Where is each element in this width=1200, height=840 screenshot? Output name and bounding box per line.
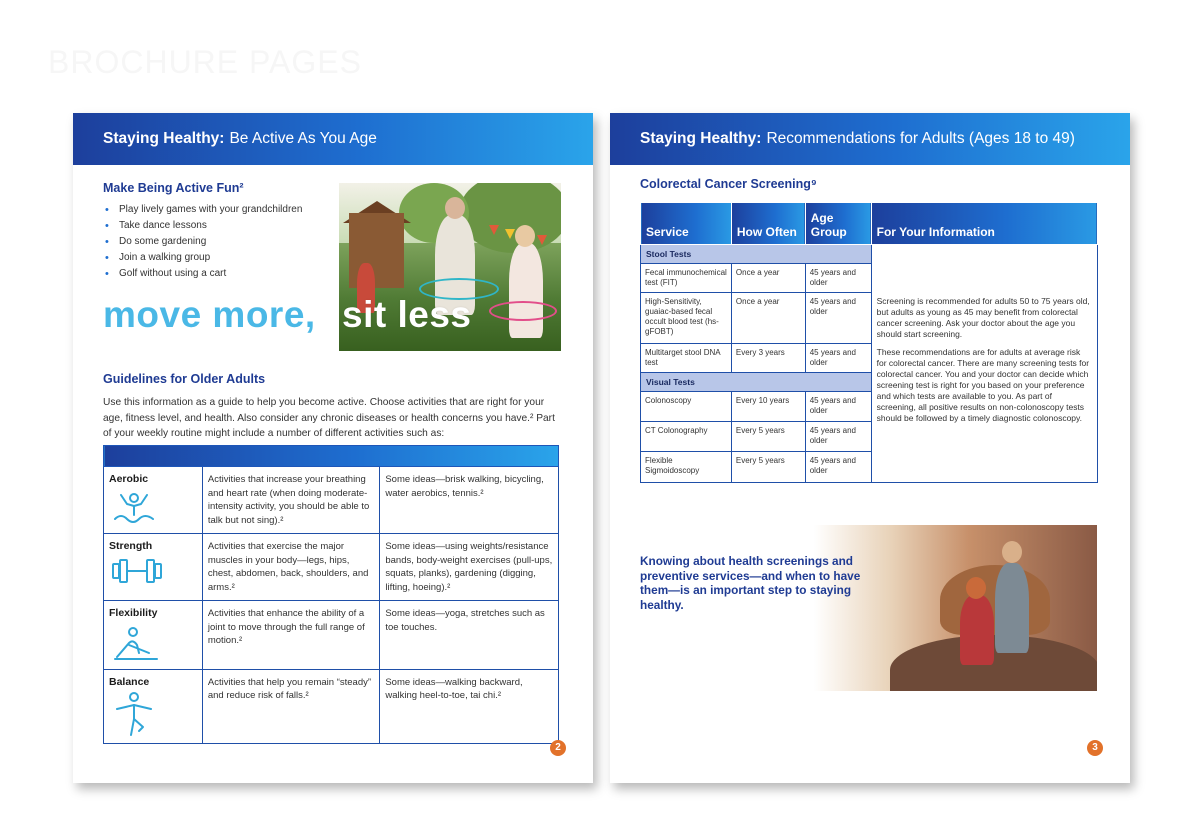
service-cell: Colonoscopy [641,392,732,422]
age-cell: 45 years and older [805,422,871,452]
info-cell [871,245,1097,483]
guidelines-text: Use this information as a guide to help you become active. Choose activities that are right for your age, fitness level, and health. Also consider any chronic diseases or health concerns you have.² Part of your weekly routine might include a number of different activities such as: [103,397,555,439]
activity-ideas: Some ideas—yoga, stretches such as toe touches. [380,601,559,670]
watermark-text: BROCHURE PAGES [48,44,362,80]
list-item: • Join a walking group [103,250,302,266]
column-header: How Often [731,203,805,245]
often-cell: Every 5 years [731,452,805,483]
service-cell: CT Colonography [641,422,732,452]
fun-section-title: Make Being Active Fun² [103,181,244,195]
balancing-person-icon [109,691,159,737]
slogan-sit-less: sit less [342,294,472,335]
activity-ideas: Some ideas—brisk walking, bicycling, water aerobics, tennis.² [380,467,559,534]
table-row [104,669,559,744]
activity-description: Activities that exercise the major muscles in your body—legs, hips, chest, abdomen, back, shoulders, and arms.² [202,534,379,601]
activity-ideas: Some ideas—using weights/resistance bands, body-weight exercises (pull-ups, squats, planks), gardening (digging, lifting, hoeing).² [380,534,559,601]
info-paragraph: Screening is recommended for adults 50 to 75 years old, but adults as young as 45 may benefit from colorectal cancer screening. Ask your doctor about the age you should start screening. [876,296,1090,339]
table-group-row [641,245,1098,264]
page-header [610,113,1130,165]
service-cell: Flexible Sigmoidoscopy [641,452,732,483]
table-header-row [641,203,1098,245]
page-header [73,113,593,165]
stretching-person-icon [109,623,165,663]
list-item: • Golf without using a cart [103,266,302,282]
activity-name: Strength [109,540,153,552]
group-label: Stool Tests [641,245,872,264]
couple-photo-banner [640,525,1097,691]
info-paragraph: These recommendations are for adults at average risk for colorectal cancer. There are many screening tests for colorectal cancer. You and your doctor can decide which screening test is right for you based on your preference and which tests are available to you. As part of screening, all positive results on non-colonoscopy tests should be followed by a timely diagnostic colonoscopy. [876,347,1090,423]
activity-name: Flexibility [109,607,158,619]
service-cell: Fecal immunochemical test (FIT) [641,264,732,293]
dumbbell-icon [109,556,165,586]
activity-description: Activities that help you remain “steady” and reduce risk of falls.² [202,669,379,744]
age-cell: 45 years and older [805,264,871,293]
activity-ideas: Some ideas—walking backward, walking heel-to-toe, tai chi.² [380,669,559,744]
slogan [103,294,316,336]
aerobic-person-icon [109,489,159,527]
table-row [104,534,559,601]
brochure-page-3 [610,113,1130,783]
header-strong: Staying Healthy: [640,130,762,147]
header-strong: Staying Healthy: [103,130,225,147]
list-item: • Do some gardening [103,234,302,250]
list-item: • Play lively games with your grandchildren [103,202,302,218]
often-cell: Every 5 years [731,422,805,452]
table-header-bar [104,446,559,467]
brochure-page-2 [73,113,593,783]
age-cell: 45 years and older [805,392,871,422]
activity-description: Activities that enhance the ability of a joint to move through the full range of motion.² [202,601,379,670]
group-label: Visual Tests [641,373,872,392]
header-subtitle: Recommendations for Adults (Ages 18 to 49) [766,130,1075,147]
list-item: • Take dance lessons [103,218,302,234]
service-cell: High-Sensitivity, guaiac-based fecal occult blood test (hs-gFOBT) [641,293,732,344]
cta-text: Knowing about health screenings and preventive services—and when to have them—is an important step to staying healthy. [640,554,861,612]
often-cell: Once a year [731,264,805,293]
screening-table [640,202,1098,483]
age-cell: 45 years and older [805,344,871,373]
column-header: Service [641,203,732,245]
column-header: Age Group [805,203,871,245]
fun-list [103,202,302,282]
activity-name: Aerobic [109,473,149,485]
age-cell: 45 years and older [805,293,871,344]
service-cell: Multitarget stool DNA test [641,344,732,373]
activity-table [103,445,559,744]
often-cell: Every 10 years [731,392,805,422]
page-number-badge: 2 [550,740,566,756]
page-number-badge: 3 [1087,740,1103,756]
table-row [104,467,559,534]
slogan-move-more: move more, [103,294,316,335]
age-cell: 45 years and older [805,452,871,483]
activity-name: Balance [109,675,150,688]
family-photo [339,183,561,351]
header-subtitle: Be Active As You Age [229,130,377,147]
colorectal-section-title: Colorectal Cancer Screening⁹ [640,177,817,191]
activity-description: Activities that increase your breathing and heart rate (when doing moderate-intensity activity, you should be able to talk but not sing).² [202,467,379,534]
guidelines-title: Guidelines for Older Adults [103,372,266,386]
often-cell: Every 3 years [731,344,805,373]
table-row [104,601,559,670]
often-cell: Once a year [731,293,805,344]
column-header: For Your Information [871,203,1097,245]
